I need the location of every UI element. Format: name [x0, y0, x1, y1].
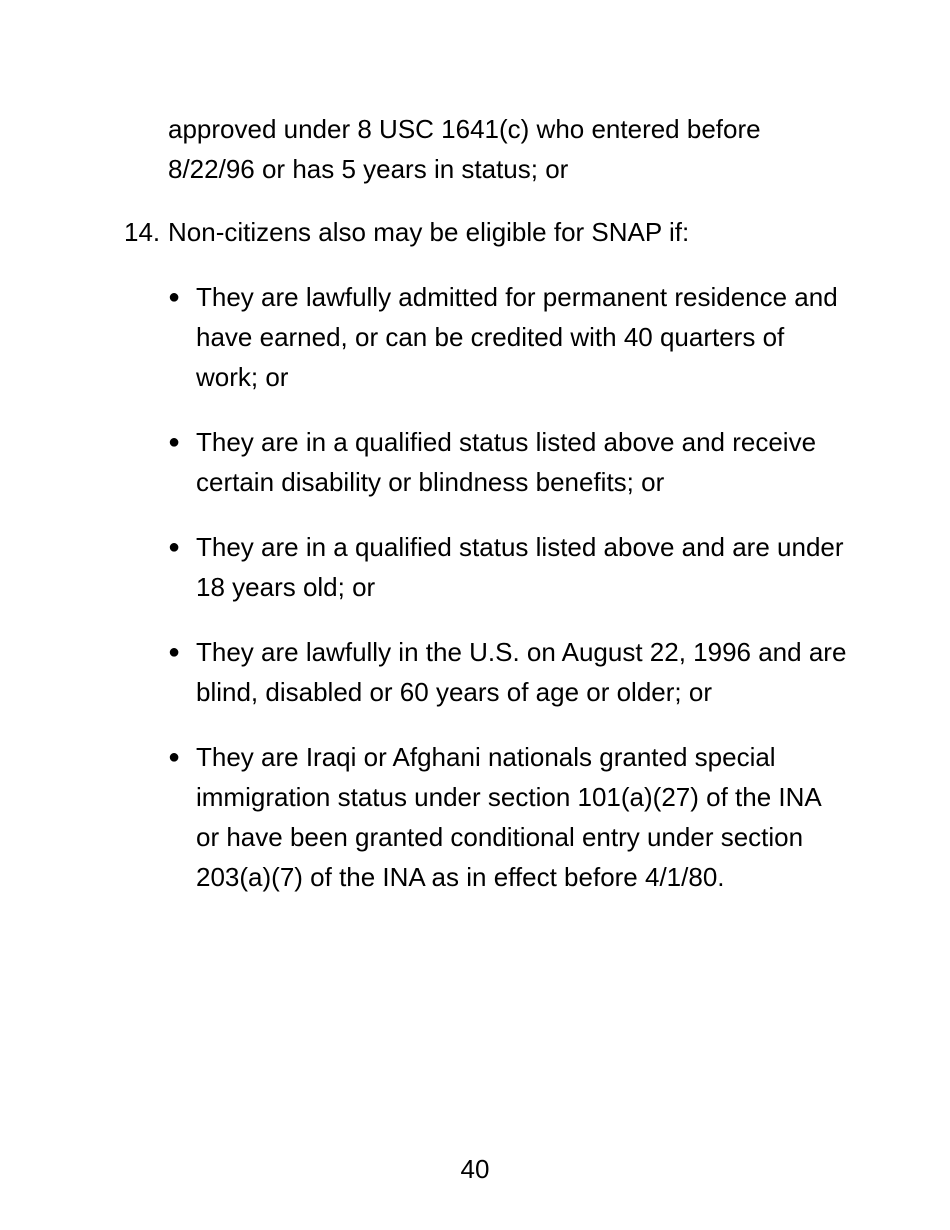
- numbered-item-14: [124, 212, 844, 252]
- bullet-icon: ●: [168, 746, 181, 768]
- list-item-text: They are in a qualified status listed above and receive certain disability or blindness benefits; or: [196, 427, 817, 497]
- continuation-line-2: 8/22/96 or has 5 years in status; or: [168, 154, 569, 184]
- list-item: [168, 737, 848, 897]
- bullet-icon: ●: [168, 431, 181, 453]
- continuation-paragraph: [168, 109, 848, 189]
- list-item-text: They are in a qualified status listed above and are under 18 years old; or: [196, 532, 844, 602]
- list-item-text: They are lawfully admitted for permanent residence and have earned, or can be credited with 40 quarters of work; or: [196, 282, 838, 392]
- list-item: [168, 422, 848, 502]
- list-item-text: They are Iraqi or Afghani nationals granted special immigration status under section 101(a)(27) of the INA or have been granted conditional entry under section 203(a)(7) of the INA as in effect before 4/1/80.: [196, 742, 821, 892]
- page-number: 40: [460, 1154, 490, 1184]
- bullet-icon: ●: [168, 641, 181, 663]
- bullet-icon: ●: [168, 536, 181, 558]
- list-item: [168, 527, 848, 607]
- eligibility-bullet-list: [168, 277, 848, 922]
- list-item-text: They are lawfully in the U.S. on August 22, 1996 and are blind, disabled or 60 years of age or older; or: [196, 637, 847, 707]
- item-text: Non-citizens also may be eligible for SNAP if:: [168, 217, 690, 247]
- item-number: 14.: [124, 217, 161, 247]
- bullet-icon: ●: [168, 286, 181, 308]
- list-item: [168, 632, 848, 712]
- list-item: [168, 277, 848, 397]
- continuation-line-1: approved under 8 USC 1641(c) who entered before: [168, 114, 761, 144]
